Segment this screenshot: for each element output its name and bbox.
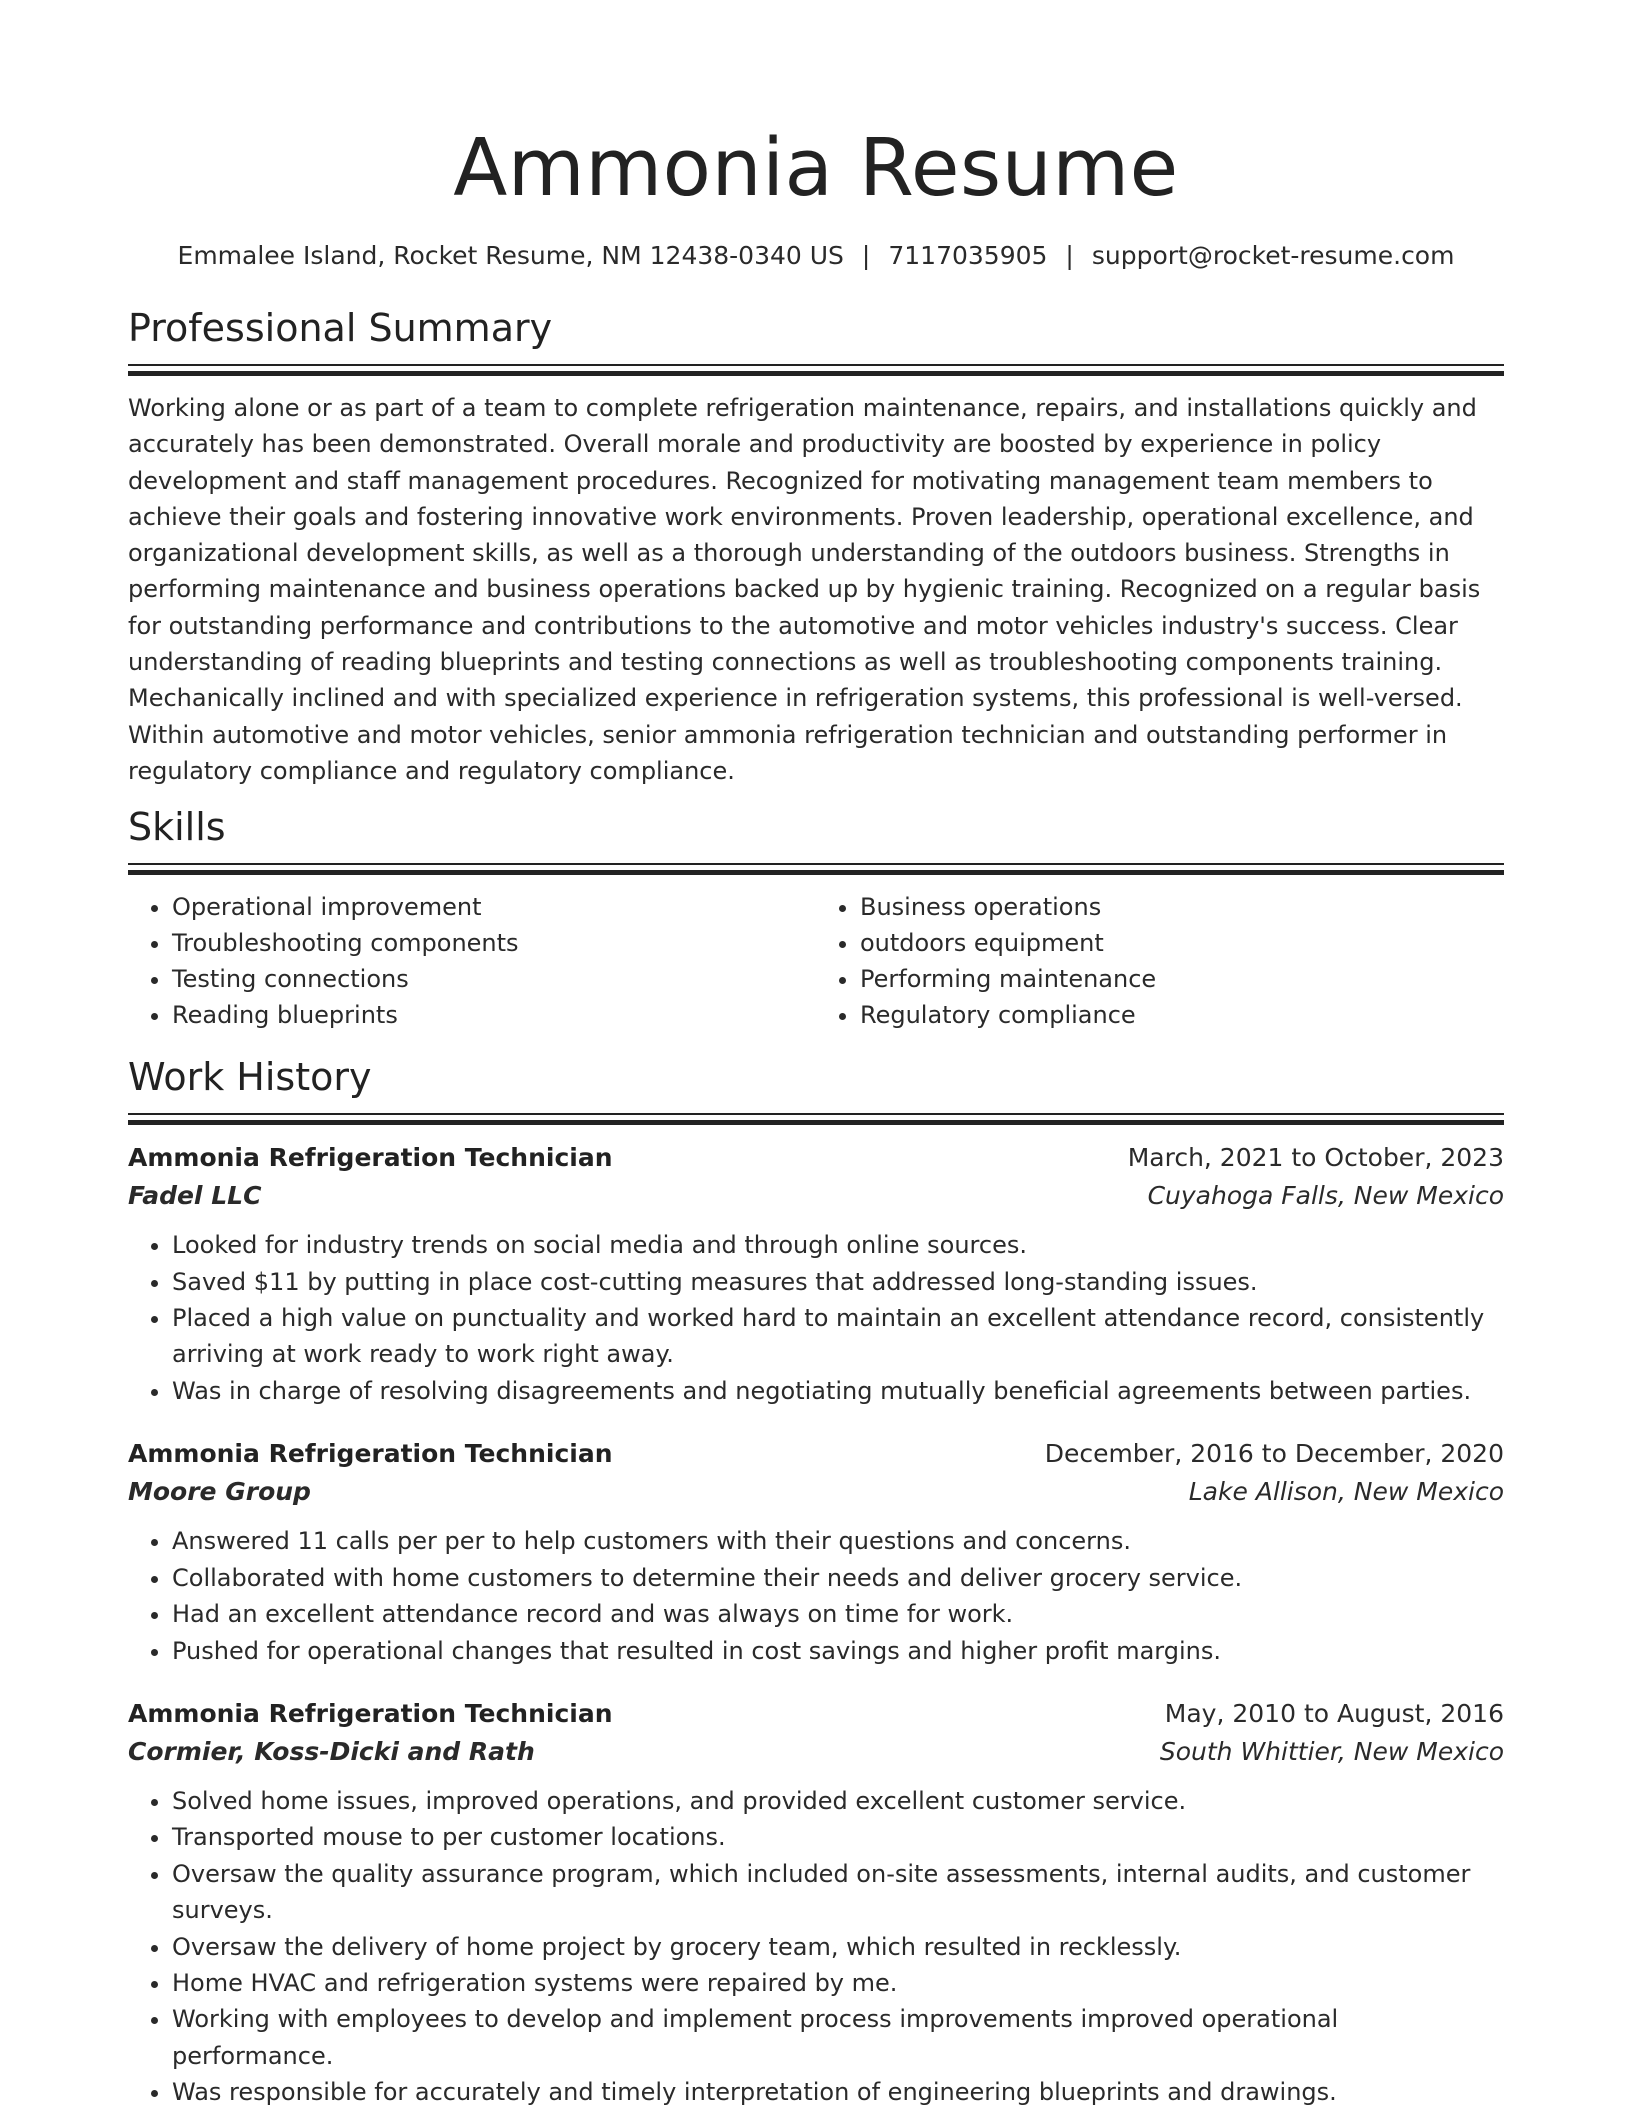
skill-item: • Reading blueprints — [172, 997, 816, 1033]
skills-list-left — [128, 889, 816, 1033]
job-bullet: • Home HVAC and refrigeration systems were repaired by me. — [172, 1965, 1504, 2001]
skill-item: • Testing connections — [172, 961, 816, 997]
job-dates: December, 2016 to December, 2020 — [1044, 1439, 1504, 1469]
skill-item: • Troubleshooting components — [172, 925, 816, 961]
job-entry — [128, 1139, 1504, 1409]
job-bullet: • Working with employees to develop and implement process improvements improved operational performance. — [172, 2001, 1504, 2074]
job-bullet: • Answered 11 calls per per to help customers with their questions and concerns. — [172, 1523, 1504, 1559]
job-header — [128, 1435, 1504, 1473]
job-bullet: • Was in charge of resolving disagreements and negotiating mutually beneficial agreements between parties. — [172, 1373, 1504, 1409]
skill-item: • Operational improvement — [172, 889, 816, 925]
job-entry — [128, 1695, 1504, 2111]
job-bullet: • Solved home issues, improved operations, and provided excellent customer service. — [172, 1783, 1504, 1819]
job-bullet: • Placed a high value on punctuality and worked hard to maintain an excellent attendance record, consistently arriving at work ready to work right away. — [172, 1300, 1504, 1373]
skill-item: • outdoors equipment — [860, 925, 1504, 961]
skills-list-right — [816, 889, 1504, 1033]
section-divider — [128, 364, 1504, 376]
contact-separator: | — [1065, 241, 1074, 270]
summary-section — [128, 304, 1504, 789]
summary-text: Working alone or as part of a team to complete refrigeration maintenance, repairs, and installations quickly and accurately has been demonstrated. Overall morale and productivity are boosted by experience in policy development and staff management procedures. Recognized for motivating management team members to achieve their goals and fostering innovative work environments. Proven leadership, operational excellence, and organizational development skills, as well as a thorough understanding of the outdoors business. Strengths in performing maintenance and business operations backed up by hygienic training. Recognized on a regular basis for outstanding performance and contributions to the automotive and motor vehicles industry's success. Clear understanding of reading blueprints and testing connections as well as troubleshooting components training. Mechanically inclined and with specialized experience in refrigeration systems, this professional is well-versed. Within automotive and motor vehicles, senior ammonia refrigeration technician and outstanding performer in regulatory compliance and regulatory compliance. — [128, 394, 1481, 785]
job-bullet: • Had an excellent attendance record and was always on time for work. — [172, 1596, 1504, 1632]
job-bullet: • Looked for industry trends on social media and through online sources. — [172, 1227, 1504, 1263]
skill-item: • Regulatory compliance — [860, 997, 1504, 1033]
job-company: Moore Group — [128, 1477, 311, 1507]
skills-columns — [128, 889, 1504, 1033]
job-header — [128, 1139, 1504, 1177]
job-bullet: • Oversaw the quality assurance program, which included on-site assessments, internal audits, and customer surveys. — [172, 1856, 1504, 1929]
job-bullet: • Was responsible for accurately and timely interpretation of engineering blueprints and drawings. — [172, 2074, 1504, 2110]
resume-name: Ammonia Resume — [453, 122, 1179, 214]
job-dates: May, 2010 to August, 2016 — [1164, 1698, 1504, 1728]
job-location: South Whittier, New Mexico — [1159, 1736, 1504, 1766]
job-header — [128, 1695, 1504, 1733]
job-bullet: • Collaborated with home customers to determine their needs and deliver grocery service. — [172, 1560, 1504, 1596]
job-location: Cuyahoga Falls, New Mexico — [1147, 1181, 1504, 1211]
job-bullet: • Transported mouse to per customer locations. — [172, 1819, 1504, 1855]
job-location: Lake Allison, New Mexico — [1188, 1477, 1504, 1507]
job-company: Fadel LLC — [128, 1181, 262, 1211]
section-divider — [128, 1113, 1504, 1125]
summary-heading: Professional Summary — [128, 306, 553, 350]
job-subheader — [128, 1177, 1504, 1215]
job-subheader — [128, 1473, 1504, 1511]
job-bullet: • Saved $11 by putting in place cost-cutting measures that addressed long-standing issues. — [172, 1264, 1504, 1300]
job-entry — [128, 1435, 1504, 1669]
job-bullets — [128, 1783, 1504, 2111]
job-dates: March, 2021 to October, 2023 — [1127, 1143, 1504, 1173]
job-bullets — [128, 1227, 1504, 1409]
skills-section — [128, 803, 1504, 1033]
job-title: Ammonia Refrigeration Technician — [128, 1698, 613, 1728]
contact-separator: | — [861, 241, 871, 270]
work-heading: Work History — [128, 1055, 372, 1100]
contact-phone: 7117035905 — [888, 241, 1048, 270]
skill-item: • Performing maintenance — [860, 961, 1504, 997]
work-section — [128, 1053, 1504, 2110]
contact-email: support@rocket-resume.com — [1091, 241, 1455, 270]
job-subheader — [128, 1733, 1504, 1771]
skill-item: • Business operations — [860, 889, 1504, 925]
job-bullets — [128, 1523, 1504, 1669]
skills-heading: Skills — [128, 805, 226, 850]
job-bullet: • Pushed for operational changes that resulted in cost savings and higher profit margins. — [172, 1633, 1504, 1669]
contact-line — [128, 240, 1504, 272]
section-divider — [128, 863, 1504, 875]
job-company: Cormier, Koss-Dicki and Rath — [128, 1736, 535, 1766]
contact-address: Emmalee Island, Rocket Resume, NM 12438-0340 US — [177, 241, 844, 270]
job-bullet: • Oversaw the delivery of home project by grocery team, which resulted in recklessly. — [172, 1929, 1504, 1965]
job-title: Ammonia Refrigeration Technician — [128, 1143, 613, 1173]
job-title: Ammonia Refrigeration Technician — [128, 1439, 613, 1469]
